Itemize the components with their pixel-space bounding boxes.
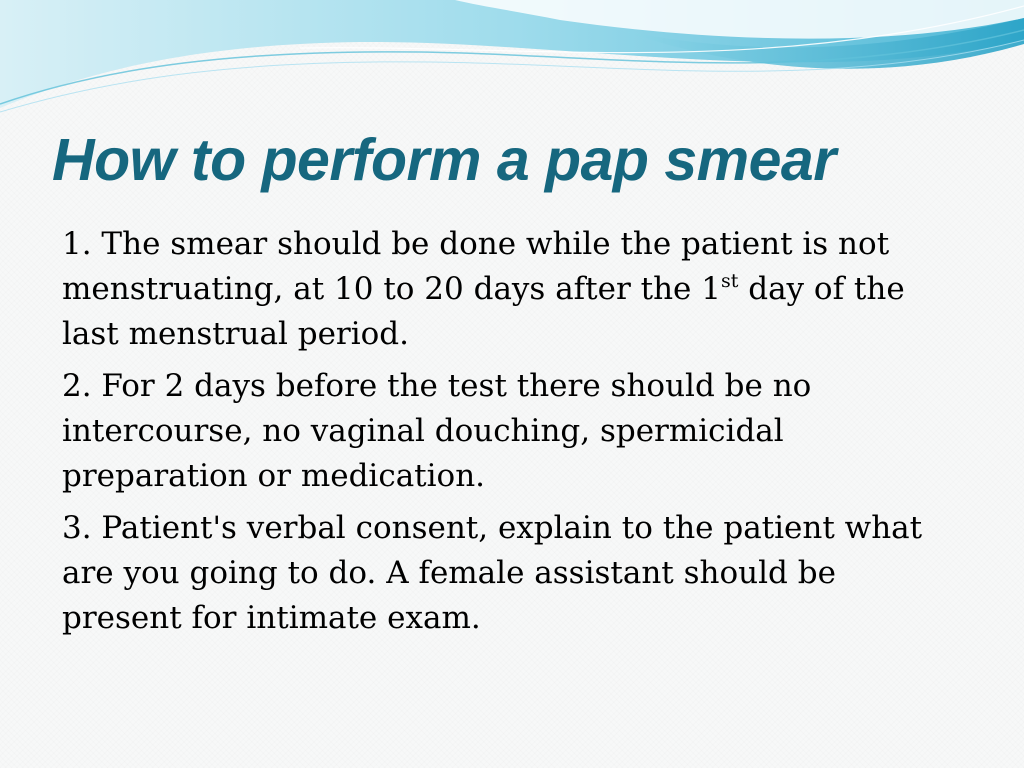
point-2: 2. For 2 days before the test there should be no intercourse, no vaginal douching, spermicidal preparation or medication.	[62, 368, 812, 494]
point-3: 3. Patient's verbal consent, explain to the patient what are you going to do. A female assistant should be present for intimate exam.	[62, 510, 923, 636]
slide-body	[62, 222, 962, 648]
point-1-superscript: st	[720, 270, 739, 292]
header-wave-decoration	[0, 0, 1024, 130]
point-1-text-continued: day of the last menstrual period.	[62, 271, 905, 352]
point-1	[62, 222, 962, 357]
slide-title: How to perform a pap smear	[52, 127, 836, 193]
point-1-text: 1. The smear should be done while the patient is not menstruating, at 10 to 20 days after the 1	[62, 226, 890, 307]
